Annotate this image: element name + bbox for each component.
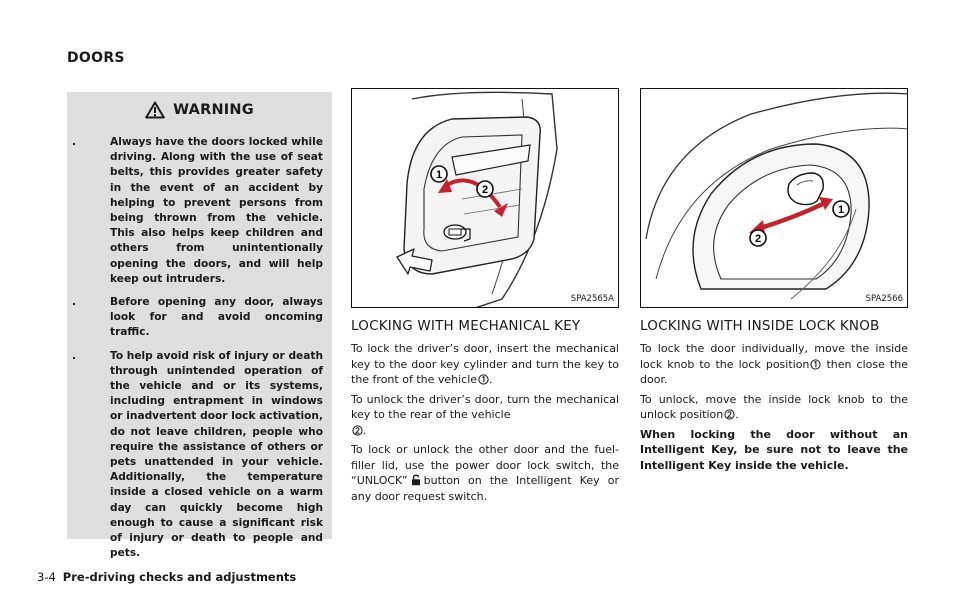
mechanical-key-paragraph xyxy=(351,442,619,504)
warning-item xyxy=(67,295,332,341)
svg-text:2: 2 xyxy=(481,184,489,196)
paragraph-text: button on the Intelligent Key or any door request switch. xyxy=(351,474,619,503)
mechanical-key-paragraph xyxy=(351,392,619,439)
mechanical-key-heading: LOCKING WITH MECHANICAL KEY xyxy=(351,318,581,334)
svg-text:1: 1 xyxy=(435,169,443,181)
warning-item-text: To help avoid risk of injury or death through unintended operation of the vehicle and or its systems, including entrapment in windows or inadvertent door lock activation, do not leave children, people who require the assistance of others or pets unattended in your vehicle. Additionally, the temperature inside a closed vehicle on a warm day can quickly become high enough to cause a significant risk of injury or death to people and pets. xyxy=(110,349,323,560)
paragraph-end: . xyxy=(363,423,367,437)
chapter-title: Pre-driving checks and adjustments xyxy=(62,570,297,584)
figure-code: SPA2565A xyxy=(570,294,614,304)
position-1-icon xyxy=(810,359,821,370)
paragraph-end: . xyxy=(489,373,493,386)
paragraph-text: To lock the driver’s door, insert the mechanical key to the door key cylinder and turn the key to the front of the vehicle xyxy=(351,342,619,386)
inside-knob-paragraph xyxy=(640,341,908,388)
warning-item xyxy=(67,135,332,287)
warning-box xyxy=(67,92,332,560)
position-2-icon xyxy=(724,409,735,420)
paragraph-text: then close the door. xyxy=(640,357,908,386)
inside-lock-knob-illustration xyxy=(641,89,908,308)
inside-knob-note: When locking the door without an Intelligent Key, be sure not to leave the Intelligent Key inside the vehicle. xyxy=(640,427,908,472)
paragraph-text: To lock or unlock the other door and the fuel-filler lid, use the power door lock switch, the “UNLOCK” xyxy=(351,443,619,487)
figure-code: SPA2566 xyxy=(865,294,903,304)
figure-mechanical-key xyxy=(351,88,619,308)
page-number: 3-4 xyxy=(37,570,56,584)
bullet: . xyxy=(72,349,77,362)
warning-header xyxy=(67,92,332,127)
paragraph-text: To unlock the driver’s door, turn the mechanical key to the rear of the vehicle xyxy=(351,392,619,421)
warning-title: WARNING xyxy=(173,101,254,118)
paragraph-text: To lock the door individually, move the inside lock knob to the lock position xyxy=(640,342,908,371)
warning-item-text: Before opening any door, always look for and avoid oncoming traffic. xyxy=(110,296,323,339)
bullet: . xyxy=(72,136,77,148)
position-marker-2 xyxy=(750,230,766,246)
position-marker-1 xyxy=(431,166,447,182)
warning-list xyxy=(67,135,332,569)
inside-knob-section xyxy=(640,318,908,477)
position-marker-2 xyxy=(477,181,493,197)
inside-knob-paragraph xyxy=(640,392,908,423)
svg-text:1: 1 xyxy=(837,204,845,216)
figure-inside-lock-knob xyxy=(640,88,908,308)
warning-item-text: Always have the doors locked while driving. Along with the use of seat belts, this provides greater safety in the event of an accident by helping to prevent persons from being thrown from the vehicle. This also helps keep children and others from unintentionally opening the doors, and will help keep out intruders. xyxy=(110,136,323,285)
unlock-padlock-icon xyxy=(410,474,422,486)
door-key-cylinder-illustration xyxy=(352,89,619,308)
warning-triangle-icon xyxy=(145,101,165,119)
position-1-icon xyxy=(478,374,489,385)
warning-item xyxy=(67,349,332,562)
section-title: DOORS xyxy=(67,50,125,66)
position-marker-1 xyxy=(833,201,849,217)
svg-text:2: 2 xyxy=(754,233,762,245)
page-footer xyxy=(37,570,296,584)
position-2-icon xyxy=(352,425,363,436)
paragraph-text: To unlock, move the inside lock knob to the unlock position xyxy=(640,392,908,421)
mechanical-key-section xyxy=(351,318,619,508)
bullet: . xyxy=(72,296,77,309)
inside-knob-heading: LOCKING WITH INSIDE LOCK KNOB xyxy=(640,318,880,334)
paragraph-end: . xyxy=(735,408,739,421)
mechanical-key-paragraph xyxy=(351,341,619,388)
